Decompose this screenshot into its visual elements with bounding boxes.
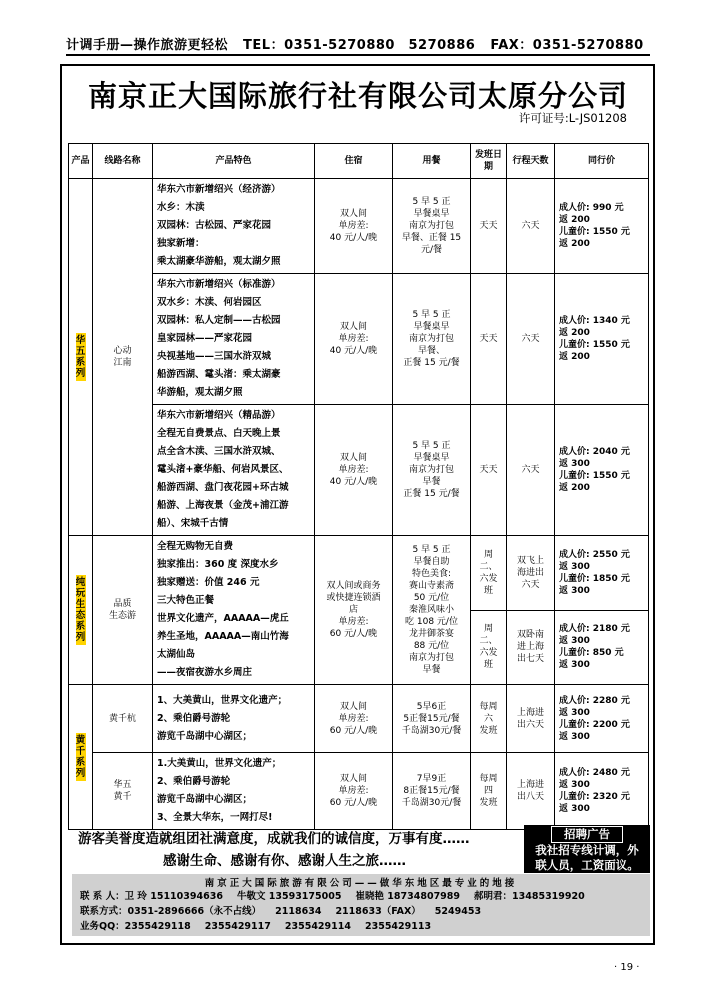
license-number: 许可证号:L-JS01208 xyxy=(518,111,627,125)
features: 1、大美黄山，世界文化遗产； 2、乘伯爵号游轮 游览千岛湖中心湖区； xyxy=(153,685,315,753)
header-days: 行程天数 xyxy=(507,144,555,179)
route-name: 心动 江南 xyxy=(93,179,153,536)
header-fax: FAX：0351-5270880 xyxy=(490,38,644,53)
header-price: 同行价 xyxy=(555,144,649,179)
table-header-row xyxy=(69,144,649,179)
meals: 5 早 5 正 早餐桌早 南京为打包 早餐、正餐 15 元/餐 xyxy=(393,179,471,274)
header-tel: TEL：0351-5270880 5270886 xyxy=(243,38,476,53)
price: 成人价: 2480 元 返 300 儿童价: 2320 元 返 300 xyxy=(555,753,649,830)
header-features: 产品特色 xyxy=(153,144,315,179)
meals: 5 早 5 正 早餐自助 特色美食: 赛山寺素斋 50 元/位 秦淮风味小 吃 108 元/位 龙井御茶宴 88 元/位 南京为打包 早餐 xyxy=(393,536,471,685)
header-meals: 用餐 xyxy=(393,144,471,179)
days: 六天 xyxy=(507,405,555,536)
lodging: 双人间 单房差: 40 元/人/晚 xyxy=(315,274,393,405)
days: 双飞上 海进出 六天 xyxy=(507,536,555,611)
features: 华东六市新增绍兴（经济游） 水乡：木渎 双园林：古松园、严家花园 独家新增： 乘太湖豪华游船，观太湖夕照 xyxy=(153,179,315,274)
days: 双卧南 进上海 出七天 xyxy=(507,610,555,685)
lodging: 双人间或商务 或快捷连锁酒 店 单房差: 60 元/人/晚 xyxy=(315,536,393,685)
table-row xyxy=(69,536,649,611)
features: 华东六市新增绍兴（精品游） 全程无自费景点、白天晚上景 点全含木渎、三国水浒双城、 鼋头渚+豪华船、何岩风景区、 船游西湖、盘门夜花园+环古城 船游、上海夜景（金茂+浦江游 船）、宋城千古情 xyxy=(153,405,315,536)
category-huangqian: 黄千系列 xyxy=(69,685,93,830)
header-route: 线路名称 xyxy=(93,144,153,179)
lodging: 双人间 单房差: 60 元/人/晚 xyxy=(315,753,393,830)
meals: 7早9正 8正餐15元/餐 千岛湖30元/餐 xyxy=(393,753,471,830)
meals: 5 早 5 正 早餐桌早 南京为打包 早餐、 正餐 15 元/餐 xyxy=(393,274,471,405)
contact-persons: 联 系 人：卫 玲 15110394636 牛敬文 13593175005 崔晓艳 18734807989 郝明君：13485319920 xyxy=(80,891,585,902)
lodging: 双人间 单房差: 60 元/人/晚 xyxy=(315,685,393,753)
route-name: 黄千杭 xyxy=(93,685,153,753)
departure: 周 二、 六发 班 xyxy=(471,610,507,685)
price: 成人价: 2280 元 返 300 儿童价: 2200 元 返 300 xyxy=(555,685,649,753)
features: 华东六市新增绍兴（标准游） 双水乡：木渎、何岩园区 双园林：私人定制——古松园 皇家园林——严家花园 央视基地——三国水浒双城 船游西湖、鼋头渚：乘太湖豪 华游船，观太湖夕照 xyxy=(153,274,315,405)
ad-title: 招聘广告 xyxy=(551,826,623,843)
ad-line-1: 我社招专线计调，外 xyxy=(535,843,639,857)
lodging: 双人间 单房差: 40 元/人/晚 xyxy=(315,405,393,536)
table-row xyxy=(69,753,649,830)
features: 1.大美黄山，世界文化遗产； 2、乘伯爵号游轮 游览千岛湖中心湖区； 3、全景大华东，一网打尽! xyxy=(153,753,315,830)
meals: 5 早 5 正 早餐桌早 南京为打包 早餐 正餐 15 元/餐 xyxy=(393,405,471,536)
contact-title: 南京正大国际旅游有限公司——做华东地区最专业的地接 xyxy=(204,878,518,889)
product-table xyxy=(68,143,649,830)
days: 上海进 出六天 xyxy=(507,685,555,753)
table-row xyxy=(69,685,649,753)
page-number: · 19 · xyxy=(614,962,640,973)
footer-slogan-2: 感谢生命、感谢有你、感谢人生之旅…… xyxy=(163,853,406,869)
top-header xyxy=(66,34,650,56)
route-name: 华五 黄千 xyxy=(93,753,153,830)
lodging: 双人间 单房差: 40 元/人/晚 xyxy=(315,179,393,274)
days: 上海进 出八天 xyxy=(507,753,555,830)
price: 成人价: 1340 元 返 200 儿童价: 1550 元 返 200 xyxy=(555,274,649,405)
departure: 天天 xyxy=(471,405,507,536)
features: 全程无购物无自费 独家推出：360 度 深度水乡 独家赠送：价值 246 元 三大特色正餐 世界文化遗产，AAAAA—虎丘 养生圣地，AAAAA—南山竹海 太湖仙岛 ——夜宿夜游水乡周庄 xyxy=(153,536,315,685)
meals: 5早6正 5正餐15元/餐 千岛湖30元/餐 xyxy=(393,685,471,753)
route-name: 品质 生态游 xyxy=(93,536,153,685)
category-eco: 纯玩生态系列 xyxy=(69,536,93,685)
contact-phones: 联系方式：0351-2896666（永不占线） 2118634 2118633（FAX） 5249453 xyxy=(80,906,482,917)
departure: 每周 六 发班 xyxy=(471,685,507,753)
departure: 天天 xyxy=(471,179,507,274)
table-row xyxy=(69,405,649,536)
price: 成人价: 2550 元 返 300 儿童价: 1850 元 返 300 xyxy=(555,536,649,611)
recruitment-ad xyxy=(524,825,650,873)
table-row xyxy=(69,179,649,274)
departure: 周 二、 六发 班 xyxy=(471,536,507,611)
header-lodging: 住宿 xyxy=(315,144,393,179)
company-name: 南京正大国际旅行社有限公司太原分公司 xyxy=(87,79,628,113)
table-row xyxy=(69,274,649,405)
departure: 每周 四 发班 xyxy=(471,753,507,830)
header-product: 产品 xyxy=(69,144,93,179)
footer-slogan-1: 游客美誉度造就组团社满意度，成就我们的诚信度，万事有度…… xyxy=(78,831,470,847)
price: 成人价: 2180 元 返 300 儿童价: 850 元 返 300 xyxy=(555,610,649,685)
price: 成人价: 990 元 返 200 儿童价: 1550 元 返 200 xyxy=(555,179,649,274)
contact-box xyxy=(72,874,650,936)
header-departure: 发班日期 xyxy=(471,144,507,179)
days: 六天 xyxy=(507,179,555,274)
ad-line-2: 联人员，工资面议。 xyxy=(535,858,639,872)
header-slogan: 计调手册—操作旅游更轻松 xyxy=(66,38,229,53)
contact-qq: 业务QQ：2355429118 2355429117 2355429114 2355429113 xyxy=(80,921,432,932)
days: 六天 xyxy=(507,274,555,405)
category-huawu: 华五系列 xyxy=(69,179,93,536)
departure: 天天 xyxy=(471,274,507,405)
price: 成人价: 2040 元 返 300 儿童价: 1550 元 返 200 xyxy=(555,405,649,536)
